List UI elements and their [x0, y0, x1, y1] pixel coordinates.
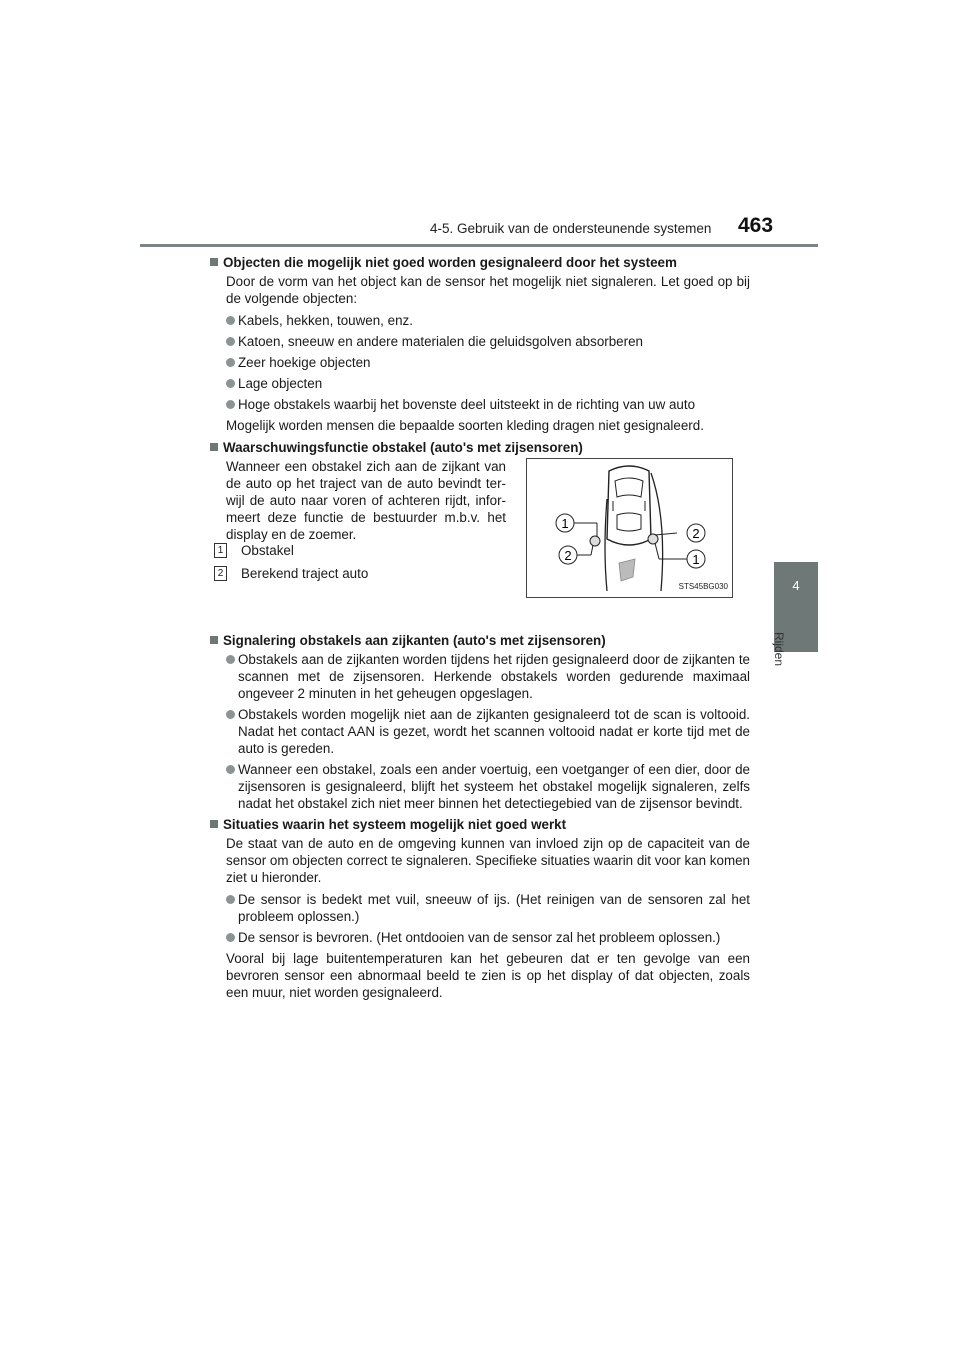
list-item [226, 761, 750, 812]
paragraph: Vooral bij lage buitentemperaturen kan het gebeuren dat er ten gevolge van een bevroren sensor een abnormaal beeld te zien is op het display of dat objecten, zoals een muur, niet worden gesignaleerd. [226, 951, 750, 1000]
section-heading-text: Waarschuwingsfunctie obstakel (auto's met zijsensoren) [223, 440, 583, 455]
list-item-text: Hoge obstakels waarbij het bovenste deel uitsteekt in de richting van uw auto [238, 397, 696, 412]
section-heading-text: Situaties waarin het systeem mogelijk niet goed werkt [223, 817, 567, 832]
legend-label: Obstakel [241, 543, 294, 558]
list-item-text: Kabels, hekken, touwen, enz. [238, 313, 413, 328]
list-item-text: Lage objecten [238, 376, 323, 391]
bullet-dot-icon [226, 400, 235, 409]
list-item-text: Zeer hoekige objecten [238, 355, 371, 370]
list-item [226, 651, 750, 702]
bullet-dot-icon [226, 710, 235, 719]
list-item [226, 312, 750, 329]
paragraph: Mogelijk worden mensen die bepaalde soorten kleding dragen niet gesignaleerd. [226, 418, 704, 433]
list-item [226, 396, 750, 413]
header-rule [140, 244, 818, 247]
bullet-dot-icon [226, 895, 235, 904]
list-item [226, 375, 750, 392]
square-bullet-icon [210, 258, 218, 266]
callout-label: 1 [561, 516, 569, 531]
bullet-dot-icon [226, 379, 235, 388]
list-item [226, 929, 750, 946]
list-item [226, 706, 750, 757]
bullet-dot-icon [226, 655, 235, 664]
paragraph: Wanneer een obstakel zich aan de zijkant van de auto op het traject van de auto bevindt ter-wijl de auto naar voren of achteren rijdt, infor-meert deze functie de bestuurder m.b.v. het display en de zoemer. [226, 459, 506, 542]
callout-label: 2 [564, 548, 572, 563]
legend-item [210, 565, 490, 582]
paragraph: De staat van de auto en de omgeving kunnen van invloed zijn op de capaciteit van de sensor om objecten correct te signaleren. Specifieke situaties waarin dit voor kan komen ziet u hieronder. [226, 836, 750, 885]
section-obstacle-warning [210, 439, 750, 628]
square-bullet-icon [210, 820, 218, 828]
list-item [226, 333, 750, 350]
list-item-text: De sensor is bevroren. (Het ontdooien van de sensor zal het probleem oplossen.) [238, 930, 721, 945]
list-item-text: Obstakels aan de zijkanten worden tijdens het rijden gesignaleerd door de zijkanten te scannen met de zijsensoren. Herkende obstakels worden gedurende maximaal ongeveer 2 minuten in het geheugen opgeslagen. [238, 652, 750, 701]
bullet-dot-icon [226, 337, 235, 346]
section-undetectable-objects [210, 254, 750, 434]
page-header-title: 4-5. Gebruik van de ondersteunende systemen [430, 221, 712, 236]
main-content [210, 254, 750, 1006]
chapter-tab-number: 4 [792, 578, 800, 593]
paragraph: Door de vorm van het object kan de sensor het mogelijk niet signaleren. Let goed op bij de volgende objecten: [226, 274, 750, 306]
list-item-text: Katoen, sneeuw en andere materialen die geluidsgolven absorberen [238, 334, 643, 349]
car-top-view-icon [527, 459, 732, 597]
page-number: 463 [738, 214, 774, 237]
bullet-dot-icon [226, 316, 235, 325]
square-bullet-icon [210, 443, 218, 451]
chapter-label-text: Rijden [772, 632, 786, 667]
section-malfunction-situations [210, 816, 750, 1001]
list-item-text: De sensor is bedekt met vuil, sneeuw of ijs. (Het reinigen van de sensoren zal het probleem oplossen.) [238, 892, 750, 924]
legend-item [210, 542, 490, 559]
section-heading [210, 632, 750, 649]
callout-label: 1 [692, 552, 700, 567]
section-heading [210, 816, 750, 833]
bullet-dot-icon [226, 765, 235, 774]
section-heading [210, 439, 750, 456]
square-bullet-icon [210, 636, 218, 644]
section-side-detection [210, 632, 750, 812]
legend-number: 1 [214, 543, 227, 558]
callout-label: 2 [692, 526, 700, 541]
legend-label: Berekend traject auto [241, 566, 369, 581]
bullet-dot-icon [226, 933, 235, 942]
list-item [226, 354, 750, 371]
car-sensor-illustration [526, 458, 733, 598]
legend-number: 2 [214, 566, 227, 581]
list-item [226, 891, 750, 925]
list-item-text: Obstakels worden mogelijk niet aan de zijkanten gesignaleerd tot de scan is voltooid. Nadat het contact AAN is gezet, wordt het scannen voltooid nadat er korte tijd met de auto is gereden. [238, 707, 750, 756]
list-item-text: Wanneer een obstakel, zoals een ander voertuig, een voetganger of een dier, door de zijsensoren is gesignaleerd, blijft het systeem het obstakel mogelijk signaleren, zelfs nadat het obstakel zich niet meer binnen het detectiegebied van de zijsensor bevindt. [238, 762, 750, 811]
chapter-label [772, 632, 786, 666]
figure-legend [210, 542, 490, 588]
section-heading-text: Signalering obstakels aan zijkanten (auto's met zijsensoren) [223, 633, 606, 648]
section-heading [210, 254, 750, 271]
figure-code: STS45BG030 [678, 582, 728, 591]
section-body-with-figure [210, 458, 750, 628]
section-heading-text: Objecten die mogelijk niet goed worden gesignaleerd door het systeem [223, 255, 677, 270]
bullet-dot-icon [226, 358, 235, 367]
